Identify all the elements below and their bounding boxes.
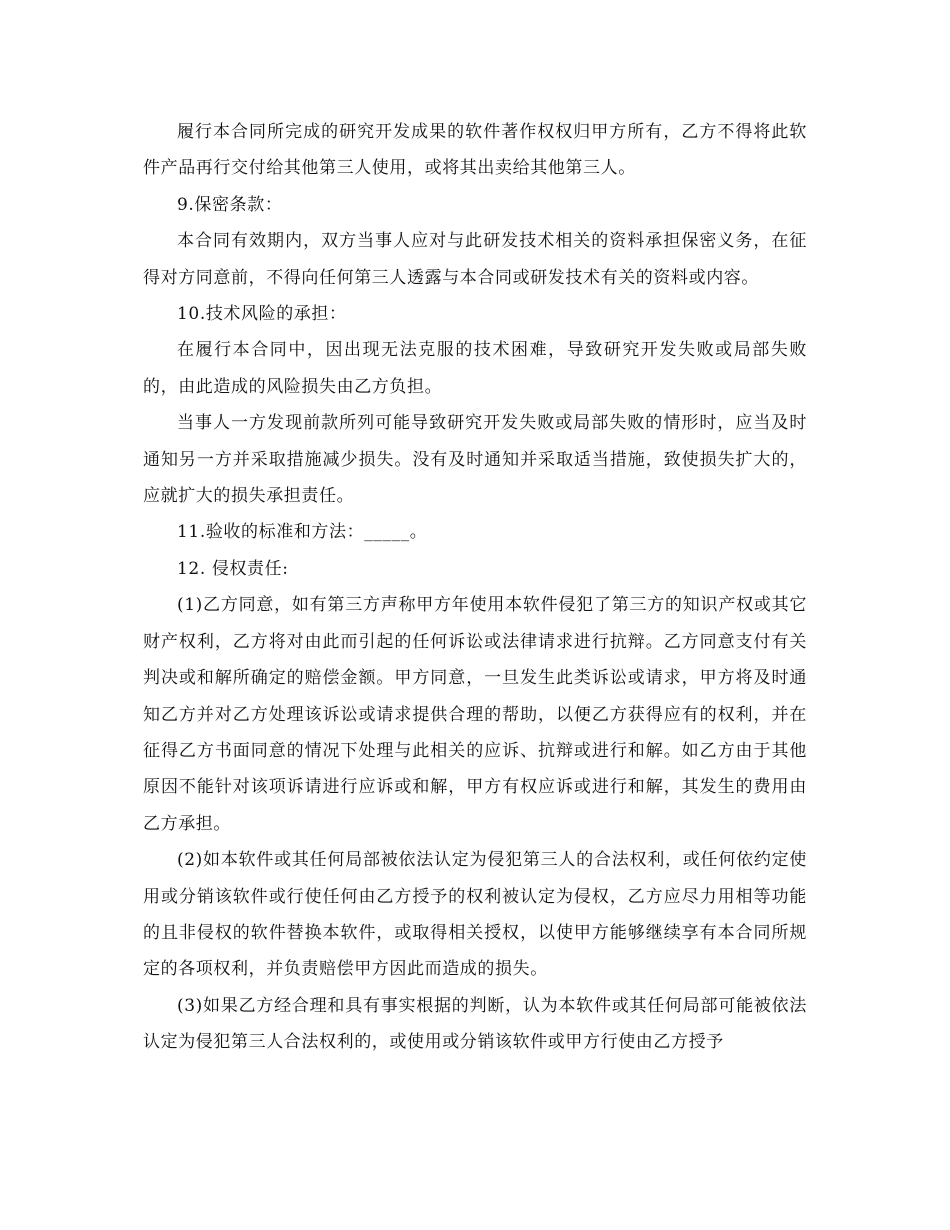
paragraph-technical-risk-1: 在履行本合同中，因出现无法克服的技术困难，导致研究开发失败或局部失败的，由此造成的风险损失由乙方负担。: [143, 340, 807, 397]
paragraph-confidentiality: 本合同有效期内，双方当事人应对与此研发技术相关的资料承担保密义务，在征得对方同意前，不得向任何第三人透露与本合同或研发技术有关的资料或内容。: [143, 231, 807, 288]
document-body: [143, 114, 807, 1061]
heading-infringement: 12. 侵权责任:: [177, 558, 289, 579]
paragraph-copyright: 履行本合同所完成的研究开发成果的软件著作权权归甲方所有，乙方不得将此软件产品再行交付给其他第三人使用，或将其出卖给其他第三人。: [143, 122, 807, 179]
heading-confidentiality: 9.保密条款：: [177, 194, 283, 215]
paragraph-infringement-2: (2)如本软件或其任何局部被依法认定为侵犯第三人的合法权利，或任何依约定使用或分销该软件或行使任何由乙方授予的权利被认定为侵权，乙方应尽力用相等功能的且非侵权的软件替换本软件，或取得相关授权，以使甲方能够继续享有本合同所规定的各项权利，并负责赔偿甲方因此而造成的损失。: [143, 850, 807, 980]
paragraph-technical-risk-2: 当事人一方发现前款所列可能导致研究开发失败或局部失败的情形时，应当及时通知另一方并采取措施减少损失。没有及时通知并采取适当措施，致使损失扩大的，应就扩大的损失承担责任。: [143, 413, 807, 507]
heading-acceptance: 11.验收的标准和方法：_____。: [177, 522, 428, 543]
paragraph-infringement-1: (1)乙方同意，如有第三方声称甲方年使用本软件侵犯了第三方的知识产权或其它财产权利，乙方将对由此而引起的任何诉讼或法律请求进行抗辩。乙方同意支付有关判决或和解所确定的赔偿金额。甲方同意，一旦发生此类诉讼或请求，甲方将及时通知乙方并对乙方处理该诉讼或请求提供合理的帮助，以便乙方获得应有的权利，并在征得乙方书面同意的情况下处理与此相关的应诉、抗辩或进行和解。如乙方由于其他原因不能针对该项诉请进行应诉或和解，甲方有权应诉或进行和解，其发生的费用由乙方承担。: [143, 595, 807, 834]
heading-technical-risk: 10.技术风险的承担：: [177, 304, 347, 325]
paragraph-infringement-3: (3)如果乙方经合理和具有事实根据的判断，认为本软件或其任何局部可能被依法认定为侵犯第三人合法权利的，或使用或分销该软件或甲方行使由乙方授予: [143, 995, 807, 1053]
